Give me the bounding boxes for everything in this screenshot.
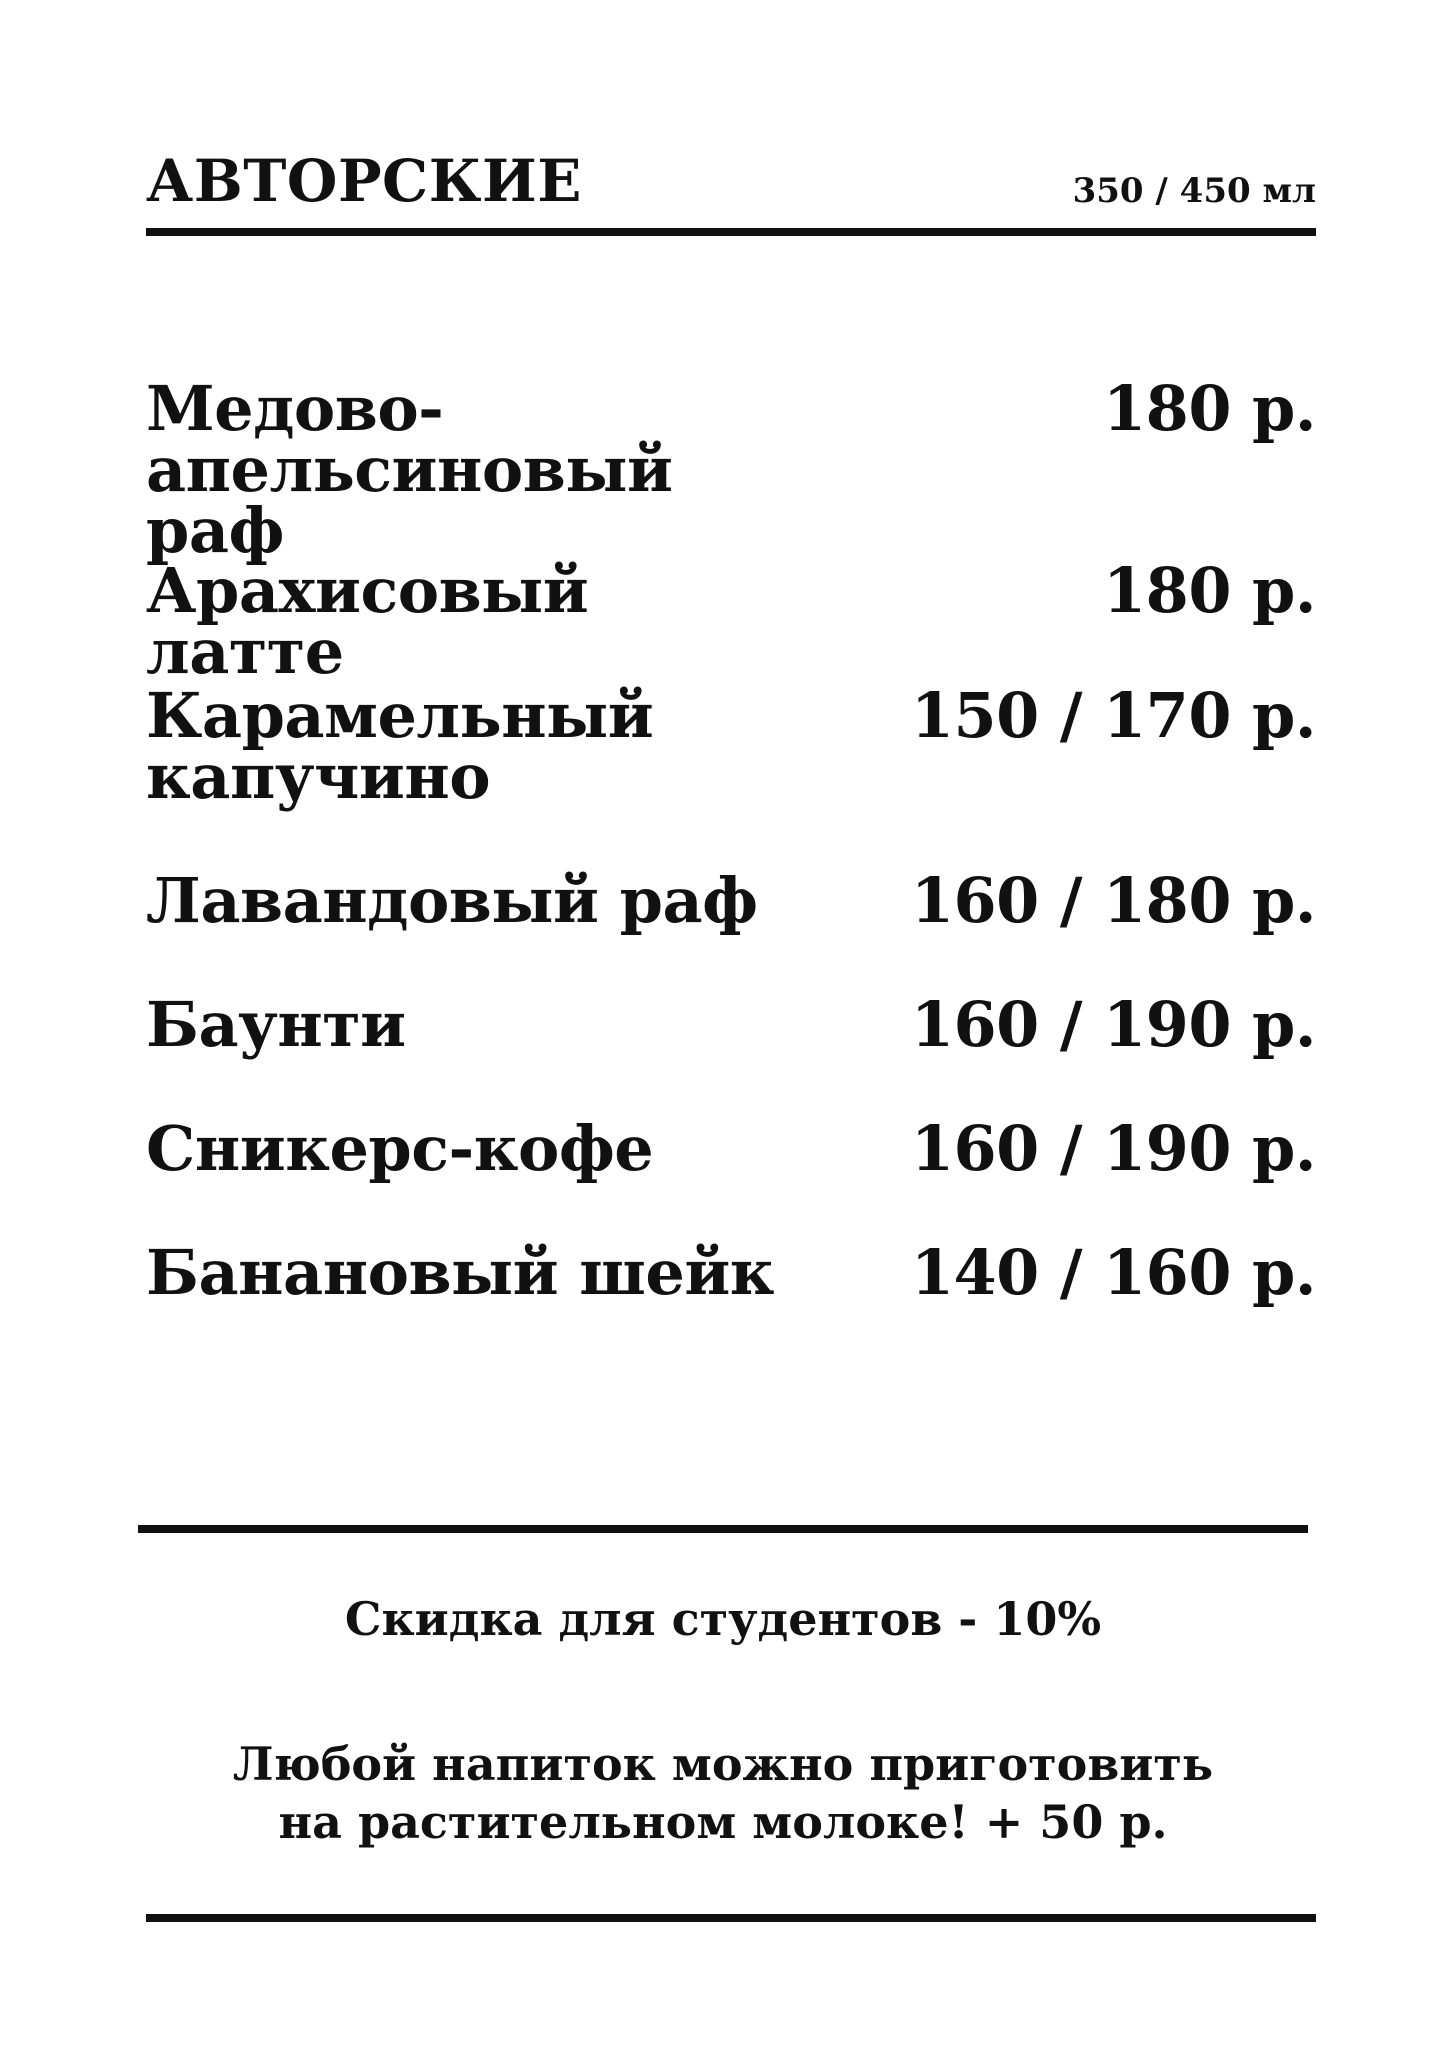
menu-item-price: 150 / 170 р. — [910, 679, 1316, 752]
menu-item-name: Лавандовый раф — [146, 864, 758, 937]
menu-item-price: 160 / 190 р. — [910, 988, 1316, 1061]
serving-sizes: 350 / 450 мл — [1072, 171, 1316, 211]
menu-item-price: 140 / 160 р. — [910, 1236, 1316, 1309]
menu-item-price: 160 / 180 р. — [910, 864, 1316, 937]
menu-item-price: 180 р. — [1103, 554, 1316, 627]
footer-divider-top — [138, 1525, 1308, 1533]
menu-item-name: Карамельный капучино — [146, 679, 654, 813]
menu-item-name: Арахисовый латте — [146, 554, 589, 688]
menu-item-name: Медово-апельсиновый раф — [146, 372, 673, 567]
menu-item-price: 180 р. — [1103, 372, 1316, 445]
menu-header — [146, 147, 1316, 228]
menu-item-price: 160 / 190 р. — [910, 1112, 1316, 1185]
section-title: АВТОРСКИЕ — [146, 147, 582, 215]
student-discount-note: Скидка для студентов - 10% — [344, 1592, 1102, 1646]
footer-divider-bottom — [146, 1914, 1316, 1922]
menu-item-name: Баунти — [146, 988, 406, 1061]
menu-item-name: Банановый шейк — [146, 1236, 775, 1309]
header-divider — [146, 228, 1316, 236]
plant-milk-note: Любой напиток можно приготовить на растительном молоке! + 50 р. — [232, 1737, 1214, 1849]
menu-item-name: Сникерс-кофе — [146, 1112, 654, 1185]
